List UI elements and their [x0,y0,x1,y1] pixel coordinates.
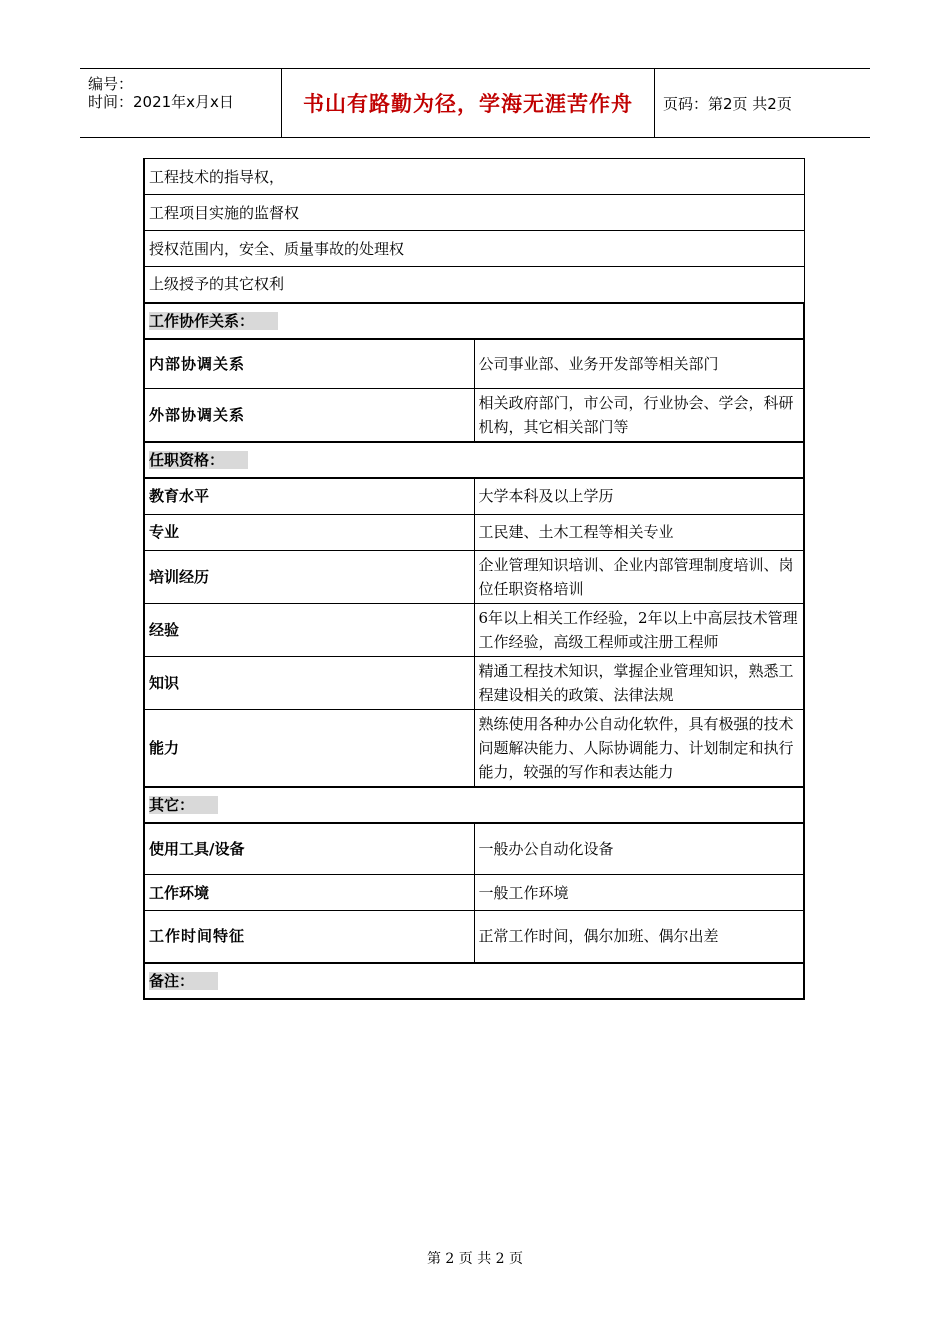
field-label: 能力 [144,709,474,787]
header-number: 编号： [88,75,134,93]
field-label: 内部协调关系 [144,339,474,389]
table-row [144,550,804,603]
field-value: 精通工程技术知识，掌握企业管理知识，熟悉工程建设相关的政策、法律法规 [474,656,804,709]
section-title-remarks: 备注： [149,972,218,990]
authority-item: 工程项目实施的监督权 [144,195,804,231]
section-cell [144,303,804,339]
field-value: 工民建、土木工程等相关专业 [474,514,804,550]
field-label: 培训经历 [144,550,474,603]
section-title-qualification: 任职资格： [149,451,248,469]
field-value: 相关政府部门，市公司，行业协会、学会，科研机构，其它相关部门等 [474,389,804,443]
header-meta [80,69,281,137]
table-row [144,389,804,443]
job-description-table [143,158,805,1000]
section-cell [144,963,804,999]
header-motto: 书山有路勤为径，学海无涯苦作舟 [281,69,655,137]
field-label: 教育水平 [144,478,474,514]
table-row [144,875,804,911]
field-label: 经验 [144,603,474,656]
page-header [80,68,870,138]
header-time: 时间：2021年x月x日 [88,93,234,111]
section-row [144,303,804,339]
authority-item: 工程技术的指导权， [144,159,804,195]
section-cell [144,442,804,478]
section-row [144,963,804,999]
field-label: 知识 [144,656,474,709]
field-label: 工作环境 [144,875,474,911]
field-value: 熟练使用各种办公自动化软件，具有极强的技术问题解决能力、人际协调能力、计划制定和执行能力，较强的写作和表达能力 [474,709,804,787]
field-value: 大学本科及以上学历 [474,478,804,514]
table-row [144,339,804,389]
table-row [144,823,804,875]
field-value: 正常工作时间，偶尔加班、偶尔出差 [474,911,804,963]
section-cell [144,787,804,823]
field-label: 专业 [144,514,474,550]
field-label: 外部协调关系 [144,389,474,443]
page-footer: 第 2 页 共 2 页 [426,1251,524,1267]
table-row [144,911,804,963]
field-label: 工作时间特征 [144,911,474,963]
field-value: 一般办公自动化设备 [474,823,804,875]
header-page-number: 页码：第2页 共2页 [663,94,792,113]
field-value: 企业管理知识培训、企业内部管理制度培训、岗位任职资格培训 [474,550,804,603]
section-title-cooperation: 工作协作关系： [149,312,278,330]
authority-item: 上级授予的其它权利 [144,267,804,303]
table-row [144,267,804,303]
table-row [144,478,804,514]
authority-item: 授权范围内，安全、质量事故的处理权 [144,231,804,267]
table-row [144,159,804,195]
section-title-other: 其它： [149,796,218,814]
field-value: 一般工作环境 [474,875,804,911]
table-row [144,195,804,231]
section-row [144,442,804,478]
table-row [144,603,804,656]
field-value: 6年以上相关工作经验，2年以上中高层技术管理工作经验，高级工程师或注册工程师 [474,603,804,656]
table-row [144,656,804,709]
section-row [144,787,804,823]
field-label: 使用工具/设备 [144,823,474,875]
table-row [144,514,804,550]
table-row [144,231,804,267]
table-row [144,709,804,787]
field-value: 公司事业部、业务开发部等相关部门 [474,339,804,389]
